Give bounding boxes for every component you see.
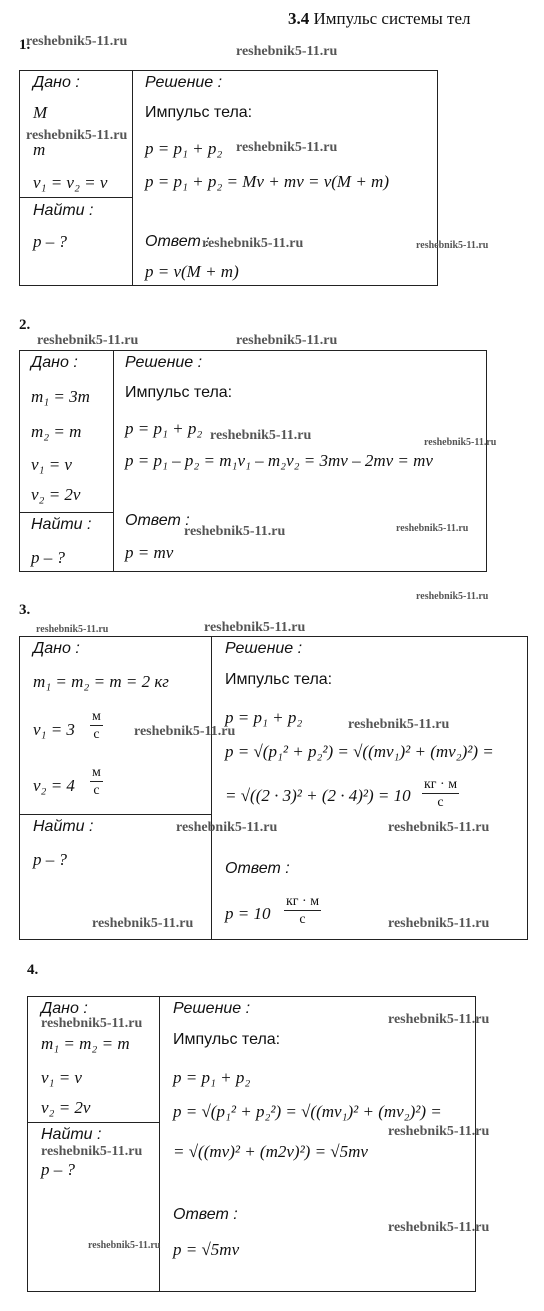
solution-intro: Импульс тела: [225, 671, 333, 688]
answer-value: p = v(M + m) [145, 262, 239, 281]
find-value: p – ? [33, 232, 67, 251]
given-label: Дано : [33, 74, 80, 91]
velocity-unit [90, 764, 103, 799]
find-label: Найти : [41, 1126, 102, 1143]
given-item: v₂ = 4 [33, 776, 75, 795]
given-item: v₁ = 3 [33, 720, 75, 739]
page-title [288, 9, 470, 29]
given-item: v₂ = 2v [31, 485, 81, 504]
given-item: v₁ = v [31, 455, 72, 474]
watermark: reshebnik5-11.ru [134, 724, 236, 739]
watermark: reshebnik5-11.ru [210, 428, 312, 443]
given-item: v₁ = v₂ = v [33, 173, 108, 192]
answer-unit [284, 893, 321, 928]
watermark: reshebnik5-11.ru [388, 1012, 490, 1027]
formula-line: = √((mv)² + (m2v)²) = √5mv [173, 1142, 368, 1161]
given-label: Дано : [31, 354, 78, 371]
unit-denominator: с [93, 727, 100, 742]
section-title: Импульс системы тел [313, 9, 471, 28]
unit-numerator: кг · м [424, 777, 458, 792]
answer-label: Ответ : [145, 233, 210, 250]
formula-line: = √((2 · 3)² + (2 · 4)²) = 10 [225, 786, 411, 805]
watermark: reshebnik5-11.ru [26, 128, 128, 143]
result-unit [422, 776, 459, 811]
watermark: reshebnik5-11.ru [36, 624, 109, 635]
formula-line: p = √(p₁² + p₂²) = √((mv₁)² + (mv₂)²) = [173, 1102, 442, 1121]
watermark: reshebnik5-11.ru [176, 820, 278, 835]
watermark: reshebnik5-11.ru [388, 1124, 490, 1139]
watermark: reshebnik5-11.ru [92, 916, 194, 931]
answer-value: p = 10 [225, 904, 271, 923]
watermark: reshebnik5-11.ru [41, 1144, 143, 1159]
solution-intro: Импульс тела: [145, 104, 253, 121]
formula-line: p = p₁ – p₂ = m₁v₁ – m₂v₂ = 3mv – 2mv = mv [125, 451, 433, 470]
table-divider [19, 512, 114, 513]
unit-denominator: с [437, 795, 444, 810]
watermark: reshebnik5-11.ru [26, 34, 128, 49]
find-label: Найти : [31, 516, 92, 533]
watermark: reshebnik5-11.ru [202, 236, 304, 251]
answer-value: p = √5mv [173, 1240, 240, 1259]
solution-intro: Импульс тела: [125, 384, 233, 401]
given-item: m₁ = m₂ = m [41, 1034, 130, 1053]
problem-number: 4. [27, 962, 39, 978]
solution-intro: Импульс тела: [173, 1031, 281, 1048]
table-divider [19, 197, 133, 198]
table-divider [27, 1122, 160, 1123]
watermark: reshebnik5-11.ru [416, 240, 489, 251]
answer-label: Ответ : [173, 1206, 238, 1223]
table-divider [211, 636, 212, 940]
find-value: p – ? [41, 1160, 75, 1179]
given-item: M [33, 103, 48, 122]
watermark: reshebnik5-11.ru [236, 44, 338, 59]
given-label: Дано : [41, 1000, 88, 1017]
given-item: m [33, 140, 46, 159]
watermark: reshebnik5-11.ru [396, 523, 469, 534]
watermark: reshebnik5-11.ru [348, 717, 450, 732]
solution-label: Решение : [125, 354, 203, 371]
find-label: Найти : [33, 818, 94, 835]
answer-label: Ответ : [225, 860, 290, 877]
velocity-unit [90, 708, 103, 743]
watermark: reshebnik5-11.ru [424, 437, 497, 448]
solution-label: Решение : [145, 74, 223, 91]
watermark: reshebnik5-11.ru [37, 333, 139, 348]
unit-denominator: с [93, 783, 100, 798]
formula-line: p = √(p₁² + p₂²) = √((mv₁)² + (mv₂)²) = [225, 742, 494, 761]
answer-label: Ответ : [125, 512, 190, 529]
unit-numerator: кг · м [286, 894, 320, 909]
find-value: p – ? [33, 850, 67, 869]
formula-line: p = p₁ + p₂ [145, 139, 223, 158]
table-divider [132, 70, 133, 286]
find-label: Найти : [33, 202, 94, 219]
formula-line: p = p₁ + p₂ [125, 419, 203, 438]
problem-number: 3. [19, 602, 31, 618]
unit-numerator: м [92, 765, 101, 780]
table-divider [19, 814, 212, 815]
solution-label: Решение : [173, 1000, 251, 1017]
watermark: reshebnik5-11.ru [416, 591, 489, 602]
answer-value: p = mv [125, 543, 174, 562]
watermark: reshebnik5-11.ru [388, 820, 490, 835]
given-item: v₂ = 2v [41, 1098, 91, 1117]
given-item: m₁ = m₂ = m = 2 кг [33, 672, 169, 691]
watermark: reshebnik5-11.ru [388, 1220, 490, 1235]
given-item: m₂ = m [31, 422, 82, 441]
given-label: Дано : [33, 640, 80, 657]
formula-line: p = p₁ + p₂ = Mv + mv = v(M + m) [145, 172, 389, 191]
given-item: m₁ = 3m [31, 387, 90, 406]
watermark: reshebnik5-11.ru [388, 916, 490, 931]
formula-line: p = p₁ + p₂ [173, 1068, 251, 1087]
formula-line: p = p₁ + p₂ [225, 708, 303, 727]
watermark: reshebnik5-11.ru [88, 1240, 161, 1251]
problem-number: 1. [19, 37, 31, 53]
watermark: reshebnik5-11.ru [184, 524, 286, 539]
table-divider [113, 350, 114, 572]
section-number: 3.4 [288, 9, 310, 28]
watermark: reshebnik5-11.ru [204, 620, 306, 635]
unit-numerator: м [92, 709, 101, 724]
watermark: reshebnik5-11.ru [236, 140, 338, 155]
given-item: v₁ = v [41, 1068, 82, 1087]
problem-number: 2. [19, 317, 31, 333]
find-value: p – ? [31, 548, 65, 567]
solution-label: Решение : [225, 640, 303, 657]
watermark: reshebnik5-11.ru [236, 333, 338, 348]
watermark: reshebnik5-11.ru [41, 1016, 143, 1031]
unit-denominator: с [299, 912, 306, 927]
